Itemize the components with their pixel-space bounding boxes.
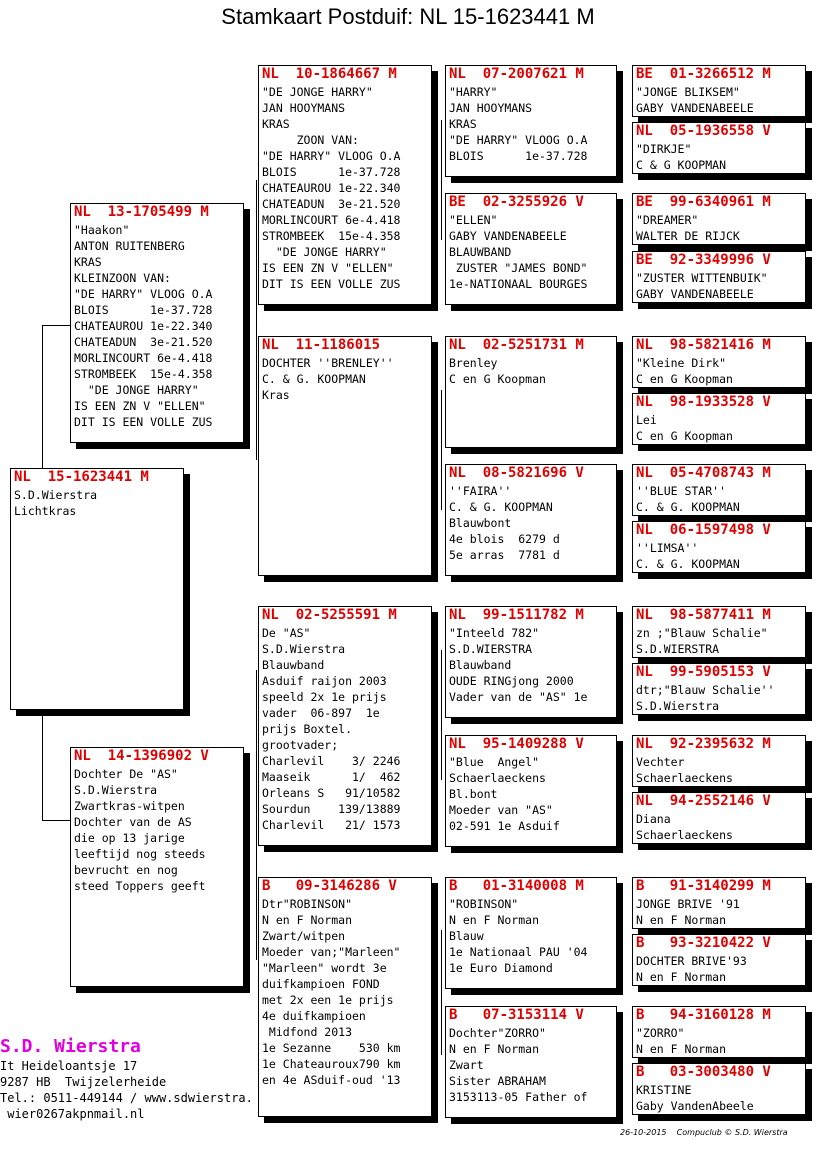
detail-line: N en F Norman: [449, 913, 540, 927]
detail-line: "Haakon": [74, 223, 130, 237]
page-title: Stamkaart Postduif: NL 15-1623441 M: [221, 4, 595, 29]
detail-line: "ZORRO": [636, 1026, 685, 1040]
detail-line: S.D.Wierstra: [14, 488, 98, 502]
address-line: 9287 HB Twijzelerheide: [0, 1075, 167, 1089]
detail-line: C. & G. KOOPMAN: [636, 557, 740, 571]
connector-line: [42, 710, 43, 820]
ring-number: NL 98-5821416 M: [636, 337, 771, 353]
detail-line: "DE JONGE HARRY": [262, 85, 373, 99]
detail-line: MORLINCOURT 6e-4.418: [74, 351, 213, 365]
pigeon-details: [449, 1025, 616, 1105]
pigeon-card-ancestor: [632, 193, 806, 245]
pigeon-card-ancestor: [632, 877, 806, 929]
detail-line: OUDE RINGjong 2000: [449, 674, 574, 688]
detail-line: C & G KOOPMAN: [636, 158, 727, 172]
connector-line: [441, 390, 442, 510]
detail-line: met 2x een 1e prijs: [262, 993, 394, 1007]
pigeon-card-great-grandparent: [445, 877, 617, 989]
pigeon-card-ancestor: [632, 792, 806, 844]
pigeon-card-great-grandparent: [445, 193, 617, 305]
detail-line: Zwart: [449, 1058, 484, 1072]
pigeon-card-ancestor: [632, 1063, 806, 1115]
detail-line: steed Toppers geeft: [74, 879, 206, 893]
detail-line: prijs Boxtel.: [262, 722, 353, 736]
detail-line: KRISTINE: [636, 1083, 692, 1097]
detail-line: Dochter van de AS: [74, 815, 192, 829]
pigeon-card-grandparent: [258, 336, 432, 576]
pigeon-card-ancestor: [632, 1006, 806, 1058]
detail-line: "DE JONGE HARRY": [262, 245, 387, 259]
pigeon-details: [449, 84, 616, 164]
detail-line: "DREAMER": [636, 213, 699, 227]
detail-line: DIT IS EEN VOLLE ZUS: [74, 415, 213, 429]
detail-line: CHATEAUROU 1e-22.340: [262, 181, 401, 195]
detail-line: GABY VANDENABEELE: [449, 229, 567, 243]
detail-line: DIT IS EEN VOLLE ZUS: [262, 277, 401, 291]
detail-line: BLOIS 1e-37.728: [449, 149, 588, 163]
detail-line: zn ;"Blauw Schalie": [636, 626, 768, 640]
detail-line: KLEINZOON VAN:: [74, 271, 171, 285]
detail-line: Lichtkras: [14, 504, 77, 518]
detail-line: 02-591 1e Asduif: [449, 819, 560, 833]
detail-line: DOCHTER ''BRENLEY'': [262, 356, 394, 370]
connector-line: [42, 325, 70, 326]
detail-line: "HARRY": [449, 85, 498, 99]
detail-line: KRAS: [74, 255, 102, 269]
ring-number: NL 05-1936558 V: [636, 123, 771, 139]
detail-line: Schaerlaeckens: [449, 771, 546, 785]
ring-number: B 93-3210422 V: [636, 935, 771, 951]
detail-line: MORLINCOURT 6e-4.418: [262, 213, 401, 227]
pigeon-card-great-grandparent: [445, 735, 617, 847]
detail-line: C. & G. KOOPMAN: [636, 500, 740, 514]
detail-line: Maaseik 1/ 462: [262, 770, 401, 784]
detail-line: speeld 2x 1e prijs: [262, 690, 387, 704]
detail-line: die op 13 jarige: [74, 831, 185, 845]
detail-line: Dochter"ZORRO": [449, 1026, 546, 1040]
detail-line: vader 06-897 1e: [262, 706, 380, 720]
detail-line: N en F Norman: [449, 1042, 540, 1056]
pigeon-details: [636, 483, 805, 515]
pigeon-details: [449, 896, 616, 976]
detail-line: 1e Sezanne 530 km: [262, 1041, 401, 1055]
pigeon-details: [636, 1082, 805, 1114]
detail-line: Charlevil 21/ 1573: [262, 818, 401, 832]
pigeon-card-ancestor: [632, 336, 806, 388]
ring-number: NL 94-2552146 V: [636, 793, 771, 809]
detail-line: 1e Euro Diamond: [449, 961, 553, 975]
pigeon-details: [449, 212, 616, 292]
detail-line: WALTER DE RIJCK: [636, 229, 740, 243]
detail-line: S.D.Wierstra: [262, 642, 346, 656]
detail-line: Diana: [636, 812, 671, 826]
pigeon-details: [449, 625, 616, 705]
ring-number: BE 02-3255926 V: [449, 194, 584, 210]
detail-line: KRAS: [262, 117, 290, 131]
connector-line: [441, 120, 442, 240]
detail-line: ANTON RUITENBERG: [74, 239, 185, 253]
detail-line: Zwartkras-witpen: [74, 799, 185, 813]
pigeon-card-grandparent: [258, 606, 432, 846]
detail-line: "ELLEN": [449, 213, 498, 227]
detail-line: "Marleen" wordt 3e: [262, 961, 387, 975]
detail-line: CHATEADUN 3e-21.520: [262, 197, 401, 211]
detail-line: IS EEN ZN V "ELLEN": [74, 399, 206, 413]
pigeon-card-father: [70, 203, 244, 443]
detail-line: Lei: [636, 413, 657, 427]
ring-number: NL 92-2395632 M: [636, 736, 771, 752]
pigeon-details: [74, 222, 243, 430]
connector-line: [42, 820, 70, 821]
detail-line: De "AS": [262, 626, 311, 640]
pigeon-details: [636, 412, 805, 444]
detail-line: Bl.bont: [449, 787, 498, 801]
detail-line: Blauwband: [262, 658, 325, 672]
detail-line: ''BLUE STAR'': [636, 484, 727, 498]
detail-line: JAN HOOYMANS: [262, 101, 346, 115]
ring-number: B 91-3140299 M: [636, 878, 771, 894]
pigeon-details: [636, 212, 805, 244]
pigeon-details: [636, 953, 805, 985]
pigeon-card-ancestor: [632, 934, 806, 986]
pigeon-details: [262, 896, 431, 1088]
detail-line: "DE JONGE HARRY": [74, 383, 199, 397]
detail-line: Vechter: [636, 755, 685, 769]
address-line: wier0267akpnmail.nl: [0, 1107, 145, 1121]
detail-line: C en G Koopman: [449, 372, 546, 386]
detail-line: Charlevil 3/ 2246: [262, 754, 401, 768]
address-line: Tel.: 0511-449144 / www.sdwierstra.: [0, 1091, 253, 1105]
detail-line: Moeder van "AS": [449, 803, 553, 817]
detail-line: S.D.WIERSTRA: [636, 642, 720, 656]
detail-line: "Blue Angel": [449, 755, 540, 769]
detail-line: N en F Norman: [262, 913, 353, 927]
ring-number: NL 10-1864667 M: [262, 66, 397, 82]
pigeon-details: [636, 84, 805, 116]
ring-number: NL 14-1396902 V: [74, 748, 209, 764]
ring-number: BE 99-6340961 M: [636, 194, 771, 210]
pigeon-card-subject: [10, 468, 184, 710]
detail-line: BLOIS 1e-37.728: [262, 165, 401, 179]
owner-name: S.D. Wierstra: [0, 1036, 141, 1057]
connector-line: [441, 930, 442, 1055]
detail-line: C en G Koopman: [636, 429, 733, 443]
ring-number: NL 08-5821696 V: [449, 465, 584, 481]
ring-number: NL 95-1409288 V: [449, 736, 584, 752]
detail-line: grootvader;: [262, 738, 339, 752]
detail-line: KRAS: [449, 117, 477, 131]
detail-line: N en F Norman: [636, 1042, 727, 1056]
pigeon-card-ancestor: [632, 464, 806, 516]
detail-line: Moeder van;"Marleen": [262, 945, 401, 959]
detail-line: Kras: [262, 388, 290, 402]
ring-number: NL 02-5255591 M: [262, 607, 397, 623]
detail-line: STROMBEEK 15e-4.358: [74, 367, 213, 381]
pigeon-details: [636, 540, 805, 572]
connector-line: [441, 650, 442, 780]
detail-line: Dochter De "AS": [74, 767, 178, 781]
ring-number: NL 06-1597498 V: [636, 522, 771, 538]
detail-line: duifkampioen FOND: [262, 977, 380, 991]
pigeon-details: [262, 355, 431, 403]
detail-line: Orleans S 91/10582: [262, 786, 401, 800]
detail-line: JAN HOOYMANS: [449, 101, 533, 115]
detail-line: JONGE BRIVE '91: [636, 897, 740, 911]
ring-number: NL 98-1933528 V: [636, 394, 771, 410]
detail-line: "DIRKJE": [636, 142, 692, 156]
detail-line: IS EEN ZN V "ELLEN": [262, 261, 394, 275]
detail-line: Midfond 2013: [262, 1025, 353, 1039]
ring-number: NL 13-1705499 M: [74, 204, 209, 220]
ring-number: NL 99-1511782 M: [449, 607, 584, 623]
detail-line: S.D.Wierstra: [74, 783, 158, 797]
detail-line: Brenley: [449, 356, 498, 370]
detail-line: Zwart/witpen: [262, 929, 346, 943]
pigeon-details: [636, 896, 805, 928]
detail-line: ZUSTER "JAMES BOND": [449, 261, 588, 275]
detail-line: 3153113-05 Father of: [449, 1090, 588, 1104]
detail-line: Blauw: [449, 929, 484, 943]
detail-line: S.D.Wierstra: [636, 699, 720, 713]
detail-line: CHATEADUN 3e-21.520: [74, 335, 213, 349]
detail-line: C. & G. KOOPMAN: [449, 500, 553, 514]
detail-line: Sourdun 139/13889: [262, 802, 401, 816]
pigeon-details: [636, 355, 805, 387]
footer-credit: 26-10-2015 Compuclub © S.D. Wierstra: [620, 1128, 788, 1137]
pigeon-card-ancestor: [632, 122, 806, 174]
pigeon-card-ancestor: [632, 606, 806, 658]
pigeon-details: [449, 754, 616, 834]
ring-number: B 03-3003480 V: [636, 1064, 771, 1080]
detail-line: BLOIS 1e-37.728: [74, 303, 213, 317]
pigeon-details: [449, 483, 616, 563]
pigeon-card-great-grandparent: [445, 65, 617, 177]
ring-number: NL 02-5251731 M: [449, 337, 584, 353]
detail-line: 1e-NATIONAAL BOURGES: [449, 277, 588, 291]
pigeon-card-ancestor: [632, 663, 806, 715]
pigeon-card-grandparent: [258, 877, 432, 1117]
owner-address: [0, 1058, 260, 1122]
connector-line: [42, 325, 43, 468]
detail-line: Blauwband: [449, 658, 512, 672]
pigeon-card-ancestor: [632, 251, 806, 303]
detail-line: ''FAIRA'': [449, 484, 512, 498]
address-line: It Heideloantsje 17: [0, 1059, 138, 1073]
pigeon-card-great-grandparent: [445, 336, 617, 448]
pigeon-card-ancestor: [632, 521, 806, 573]
ring-number: NL 11-1186015: [262, 337, 381, 353]
ring-number: B 09-3146286 V: [262, 878, 397, 894]
detail-line: C en G Koopman: [636, 372, 733, 386]
pigeon-details: [636, 141, 805, 173]
detail-line: 4e duifkampioen: [262, 1009, 366, 1023]
pigeon-details: [74, 766, 243, 894]
ring-number: BE 01-3266512 M: [636, 66, 771, 82]
pigeon-details: [14, 487, 183, 519]
ring-number: NL 05-4708743 M: [636, 465, 771, 481]
pigeon-card-ancestor: [632, 65, 806, 117]
detail-line: N en F Norman: [636, 913, 727, 927]
detail-line: Vader van de "AS" 1e: [449, 690, 588, 704]
pigeon-details: [262, 625, 431, 833]
pigeon-card-ancestor: [632, 735, 806, 787]
detail-line: "DE HARRY" VLOOG O.A: [449, 133, 588, 147]
ring-number: B 94-3160128 M: [636, 1007, 771, 1023]
connector-line: [256, 180, 257, 460]
connector-line: [256, 670, 257, 960]
detail-line: 5e arras 7781 d: [449, 548, 560, 562]
detail-line: "ROBINSON": [449, 897, 519, 911]
detail-line: 4e blois 6279 d: [449, 532, 560, 546]
detail-line: en 4e ASduif-oud '13: [262, 1073, 401, 1087]
detail-line: "JONGE BLIKSEM": [636, 85, 740, 99]
detail-line: Schaerlaeckens: [636, 828, 733, 842]
detail-line: CHATEAUROU 1e-22.340: [74, 319, 213, 333]
detail-line: BLAUWBAND: [449, 245, 512, 259]
detail-line: ZOON VAN:: [262, 133, 359, 147]
pigeon-details: [636, 682, 805, 714]
ring-number: NL 99-5905153 V: [636, 664, 771, 680]
detail-line: DOCHTER BRIVE'93: [636, 954, 747, 968]
detail-line: "DE HARRY" VLOOG O.A: [74, 287, 213, 301]
detail-line: leeftijd nog steeds: [74, 847, 206, 861]
pigeon-details: [636, 1025, 805, 1057]
detail-line: S.D.WIERSTRA: [449, 642, 533, 656]
pigeon-card-mother: [70, 747, 244, 987]
ring-number: NL 98-5877411 M: [636, 607, 771, 623]
ring-number: B 01-3140008 M: [449, 878, 584, 894]
detail-line: dtr;"Blauw Schalie'': [636, 683, 775, 697]
pigeon-details: [449, 355, 616, 387]
pigeon-card-ancestor: [632, 393, 806, 445]
detail-line: "Inteeld 782": [449, 626, 540, 640]
detail-line: ''LIMSA'': [636, 541, 699, 555]
pigeon-details: [262, 84, 431, 292]
detail-line: Sister ABRAHAM: [449, 1074, 546, 1088]
detail-line: Gaby VandenAbeele: [636, 1099, 754, 1113]
detail-line: Asduif raijon 2003: [262, 674, 387, 688]
pigeon-card-great-grandparent: [445, 464, 617, 576]
detail-line: "Kleine Dirk": [636, 356, 727, 370]
detail-line: Dtr"ROBINSON": [262, 897, 353, 911]
pigeon-card-grandparent: [258, 65, 432, 305]
pigeon-details: [636, 625, 805, 657]
ring-number: BE 92-3349996 V: [636, 252, 771, 268]
pigeon-details: [636, 811, 805, 843]
detail-line: Blauwbont: [449, 516, 512, 530]
detail-line: bevrucht en nog: [74, 863, 178, 877]
pigeon-details: [636, 270, 805, 302]
detail-line: Schaerlaeckens: [636, 771, 733, 785]
ring-number: B 07-3153114 V: [449, 1007, 584, 1023]
detail-line: "DE HARRY" VLOOG O.A: [262, 149, 401, 163]
owner-block: [0, 1036, 260, 1122]
detail-line: 1e Chateauroux790 km: [262, 1057, 401, 1071]
detail-line: C. & G. KOOPMAN: [262, 372, 366, 386]
detail-line: GABY VANDENABEELE: [636, 287, 754, 301]
detail-line: GABY VANDENABEELE: [636, 101, 754, 115]
detail-line: N en F Norman: [636, 970, 727, 984]
ring-number: NL 07-2007621 M: [449, 66, 584, 82]
detail-line: "ZUSTER WITTENBUIK": [636, 271, 768, 285]
pigeon-card-great-grandparent: [445, 1006, 617, 1118]
detail-line: STROMBEEK 15e-4.358: [262, 229, 401, 243]
detail-line: 1e Nationaal PAU '04: [449, 945, 588, 959]
ring-number: NL 15-1623441 M: [14, 469, 149, 485]
pigeon-card-great-grandparent: [445, 606, 617, 718]
pigeon-details: [636, 754, 805, 786]
